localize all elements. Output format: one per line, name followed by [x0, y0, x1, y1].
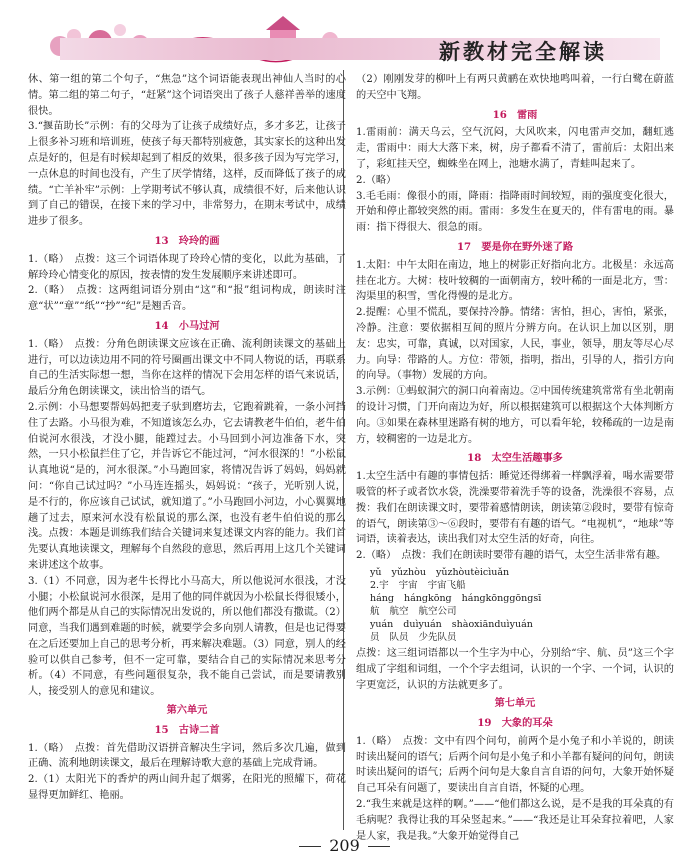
pinyin-text: duìyuán [403, 618, 442, 630]
character-row [370, 605, 674, 618]
page-number: 209 [329, 836, 360, 855]
pinyin-text: shàoxiānduìyuán [451, 618, 533, 630]
answer-paragraph: 1.太阳：中午太阳在南边，地上的树影正好指向北方。北极星：永远高挂在北方。大树：枝叶较稠的一面朝南方，较叶稀的一面是北方，雪：沟渠里的积雪，雪化得慢的是北方。 [356, 259, 674, 303]
answer-paragraph: （2）刚刚发芽的柳叶上有两只黄鹂在欢快地鸣叫着，一行白鹭在蔚蓝的天空中飞翔。 [356, 74, 674, 101]
answer-paragraph: 2.（略） 点拨：这两组词语分别由“这”和“报”组词构成，朗读时注意“状”“章”“纸”“抄”“纪”是翘舌音。 [28, 285, 346, 313]
character-text: 少先队员 [418, 631, 457, 643]
answer-paragraph: 2.（略） 点拨：我们在朗读时要带有趣的语气，太空生活非常有趣。 [356, 550, 667, 562]
character-text: 航 [370, 605, 380, 617]
character-text: 员 [370, 631, 380, 643]
answer-paragraph: 3.（1）不同意，因为老牛长得比小马高大，所以他说河水很浅，才没小腿；小松鼠说河水很深，是用了他的同伴就因为小松鼠长得很矮小，他们两个都是从自己的实际情况出发说的，所以他们都没有撒谎。（2）同意，当我们遇到难题的时候，就要学会多向别人请教，但是也记得要在之后还要加上自己的思考分析，再来解决难题。（3）同意，别人的经验可以供自己参考，但不一定可靠，要结合自己的实际情况来思考分析。（4）不同意，有些问题很复杂，我不能自己尝试，而是要请教别人，接受别人的意见和建议。 [28, 575, 346, 698]
character-text: 队员 [389, 631, 409, 643]
left-column [28, 72, 346, 804]
answer-paragraph: 1.（略） 点拨：首先借助汉语拼音解决生字词，然后多次几遍，做到正确、流利地朗读课文，最后在理解诗歌大意的基础上完成背诵。 [28, 742, 346, 770]
answer-paragraph: 1.（略） 点拨：分角色朗读课文应该在正确、流利朗读课文的基础上进行，可以边读边用不同的符号圈画出课文中不同人物说的话，再联系自己的生活实际想一想，当你在这样的情况下会用怎样的语气来说话，最后分角色朗读课文，读出恰当的语气。 [28, 338, 346, 398]
right-column [356, 72, 674, 844]
pinyin-text: yǔzhòu [391, 566, 426, 578]
answer-paragraph: 3.“揠苗助长”示例：有的父母为了让孩子成绩好点，多才多艺，让孩子上很多补习班和培训班，使孩子每天都特别疲惫，其实家长的这种出发点是好的，但是有时候却起到了相反的效果，很多孩子因为写完学习，一点休息的时间也没有，产生了厌学情绪，这样，反而降低了孩子的成绩。“亡羊补牢”示例：上学期考试不够认真，成绩很不好，后来他认识到了自己的错误，在接下来的学习中，非常努力，在期末考试中，成绩进步了很多。 [28, 121, 346, 228]
answer-paragraph: 休、第一组的第二个句子，“焦急”这个词语能表现出神仙人当时的心情。第二组的第二句子，“赶紧”这个词语突出了孩子人慈祥善举的速度很快。 [28, 74, 346, 117]
pinyin-text: yǔzhòutèicìuǎn [435, 566, 510, 578]
character-text: 宇宙飞船 [427, 579, 466, 591]
answer-paragraph: 1.（略） 点拨：这三个词语体现了玲玲心情的变化，以此为基础，了解玲玲心情变化的原因，按表情的发生发展顺序来讲述即可。 [28, 253, 346, 281]
answer-paragraph: 2.“我生来就是这样的啊。”——“他们都这么说，是不是我的耳朵真的有毛病呢？我得让我的耳朵竖起来。”——“我还是让耳朵耷拉着吧，人家是人家，我是我。”大象开始觉得自己 [356, 799, 674, 842]
answer-paragraph: 1.雷雨前：满天乌云，空气沉闷，大风吹来，闪电雷声交加，翻虹逃走，雷雨中：雨大大落下来，树，房子都看不清了，雷前后：太阳出来了，彩虹挂天空，蜘蛛坐在网上，池塘水满了，青蛙叫起来了。 [356, 127, 674, 170]
section-heading: 14 小马过河 [154, 319, 220, 332]
answer-paragraph: 2.示例：小马想要帮妈妈把麦子驮到磨坊去，它跑着跳着，一条小河挡住了去路。小马很为难，不知道该怎么办，它去请教老牛伯伯，老牛伯伯说河水很浅，才没小腿，能蹚过去。小马回到小河边准备下水，突然，一只小松鼠拦住了它，并告诉它不能过河，“河水很深的！”小松鼠认真地说“是的，河水很深。”小马跑回家，将情况告诉了妈妈，妈妈就问：“你自己试过吗？”小马连连摇头，妈妈说：“孩子，光听别人说，是不行的，你应该自己试试，就知道了。”小马跑回小河边，小心翼翼地趟了过去，原来河水没有松鼠说的那么深，也没有老牛伯伯说的那么浅。点拨：本题是训练我们结合关键词来复述课文内容的能力。我们首先要认真地读课文，理解每个自然段的意思，然后再用上这几个关键词来讲述这个故事。 [28, 401, 346, 571]
answer-paragraph: 3.示例：①蚂蚁洞穴的洞口向着南边。②中国传统建筑常常有坐北朝南的设计习惯，门开向南边为好，所以根据建筑可以根据这个大体判断方向。③如果在森林里迷路有树的地方，可以看年轮，较稀疏的一边是南方，较稠密的一边是北方。 [356, 386, 674, 445]
character-text: 2.宇 [370, 579, 389, 591]
answer-paragraph: 1.太空生活中有趣的事情包括：睡觉还得绑着一样飘浮着，喝水需要带吸管的杯子或者饮水袋，洗澡要带着洗手等的设备，洗澡很不容易，点拨：我们在朗读课文时，要带着感情朗读，朗读第②段时，要带有惊奇的语气，朗读第③～⑥段时，要带有有趣的语气。“电视机”，“地球”等词语，读着表达，读出我们对太空生活的好奇，向往。 [356, 471, 674, 546]
character-row [370, 631, 674, 644]
page-header [0, 0, 689, 62]
character-text: 航空公司 [418, 605, 457, 617]
page-footer [0, 836, 689, 855]
answer-paragraph: 2.（1）太阳光下的香炉的两山间升起了烟雾，在阳光的照耀下，荷花显得更加鲜红、艳丽。 [28, 774, 346, 802]
section-heading: 17 要是你在野外迷了路 [456, 240, 574, 253]
unit-heading: 第六单元 [166, 704, 208, 717]
answer-paragraph: 1.（略） 点拨：文中有四个问句，前两个是小兔子和小羊说的，朗读时读出疑问的语气；后两个问句是小兔子和小羊都有疑问的问句，朗读时读出疑问的语气；后两个问句是大象自言自语的问句，大象开始怀疑自己耳朵有问题了，要读出自言自语，怀疑的心理。 [356, 735, 674, 795]
pinyin-exercise [370, 566, 674, 644]
answer-paragraph: 点拨：这三组词语都以一个生字为中心，分别给“宇、航、员”这三个字组成了字组和词组，一个个字去组词，认识的一个字、一个词，认识的字更宽泛，认识的方法就更多了。 [356, 647, 674, 691]
section-heading: 18 太空生活趣事多 [467, 452, 563, 465]
character-row [370, 579, 674, 592]
footer-rule [368, 846, 390, 847]
pinyin-text: háng [370, 592, 394, 604]
pinyin-text: hángkōng [403, 592, 452, 604]
answer-paragraph: 2.（略） [356, 174, 397, 186]
answer-paragraph: 3.毛毛雨：像很小的雨，降雨：指降雨时间较短，雨的强度变化很大，开始和停止都较突然的雨。雷雨：多发生在夏天的，伴有雷电的雨。暴雨：指下得很大、很急的雨。 [356, 190, 674, 234]
answer-paragraph: 2.提醒：心里不慌乱，要保持冷静。情绪：害怕，担心，害怕，紧张，冷静。注意：要依据相互间的照片分辨方向。在认识上加以区别，朋友：忠实，可靠，真诚，以对国家，人民，事业，领导，朋友等尽心尽力。向导：带路的人。方位：带领，指明，指出，引导的人，指引方向的向导。（事物）发展的方向。 [356, 307, 674, 382]
pinyin-row [370, 566, 674, 579]
pinyin-row [370, 618, 674, 631]
pinyin-text: hángkōnggōngsī [461, 592, 542, 604]
section-heading: 13 玲玲的画 [154, 234, 220, 247]
character-text: 宇宙 [398, 579, 418, 591]
section-heading: 15 古诗二首 [154, 723, 220, 736]
pinyin-text: yǔ [370, 566, 382, 578]
section-heading: 19 大象的耳朵 [477, 717, 553, 730]
footer-rule [299, 846, 321, 847]
character-text: 航空 [389, 605, 409, 617]
page-title: 新教材完全解读 [439, 40, 607, 64]
unit-heading: 第七单元 [494, 697, 536, 710]
pinyin-row [370, 592, 674, 605]
section-heading: 16 雷雨 [492, 108, 538, 121]
pinyin-text: yuán [370, 618, 394, 630]
